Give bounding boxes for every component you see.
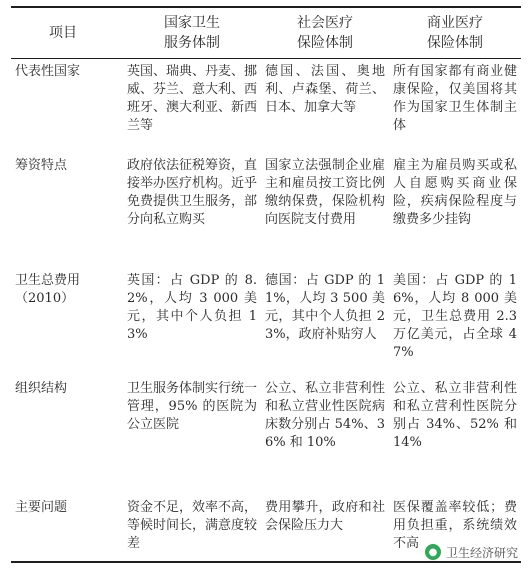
cell-national-financing: 政府依法征税筹资，直接举办医疗机构。近乎免费提供卫生服务，部分向私立购买 (127, 158, 258, 227)
header-item: 项目 (11, 7, 123, 59)
table-row (11, 268, 521, 376)
cell-social-problems: 费用攀升，政府和社会保险压力大 (261, 495, 389, 562)
cell-social-financing: 国家立法强制企业雇主和雇员按工资比例缴纳保费，保险机构向医院支付费用 (265, 158, 385, 227)
cell-social-countries: 德国、法国、奥地利、卢森堡、荷兰、日本、加拿大等 (265, 64, 385, 115)
cell-commercial-countries: 所有国家都有商业健康保险，仅美国将其作为国家卫生体制主体 (393, 64, 517, 133)
wechat-logo-icon: ● (424, 543, 442, 561)
header-social-line2: 保险体制 (297, 35, 353, 51)
header-commercial-insurance (389, 7, 521, 59)
row-label-organization: 组织结构 (15, 381, 68, 396)
header-social-line1: 社会医疗 (297, 15, 353, 31)
cell-commercial-financing: 雇主为雇员购买或私人自愿购买商业保险，疾病保险程度与缴费多少挂钩 (393, 158, 517, 227)
header-national-system (123, 7, 261, 59)
cell-commercial-problems: 医保覆盖率较低；费用负担重，系统绩效不高 (389, 495, 521, 562)
cell-national-spending: 英国：占 GDP 的 8.2%，人均 3 000 美元，其中个人负担 13% (127, 273, 257, 342)
table-body (11, 59, 521, 563)
row-label-spending (11, 268, 123, 376)
row-label-countries: 代表性国家 (15, 64, 81, 79)
table-header (11, 7, 521, 59)
header-row (11, 7, 521, 59)
table-row (11, 153, 521, 268)
cell-social-spending: 德国：占 GDP 的 11%，人均 3 500 美元，其中个人负担 23%，政府补贴穷人 (265, 273, 385, 342)
header-commercial-line2: 保险体制 (427, 35, 483, 51)
row-label-spending-line1: 卫生总费用 (15, 273, 81, 288)
cell-national-problems: 资金不足，效率不高，等候时间长，满意度较差 (123, 495, 261, 562)
header-national-line1: 国家卫生 (164, 15, 220, 31)
health-system-comparison-table (11, 6, 521, 563)
header-national-line2: 服务体制 (164, 35, 220, 51)
row-label-financing: 筹资特点 (15, 158, 68, 173)
row-label-problems: 主要问题 (11, 495, 123, 562)
cell-social-organization: 公立、私立非营利性和私立营业性医院病床数分别占 54%、36% 和 10% (265, 381, 385, 450)
watermark (424, 543, 518, 561)
cell-commercial-spending: 美国：占 GDP 的 16%，人均 8 000 美元，卫生总费用 2.3 万亿美元，占全球 47% (393, 273, 517, 360)
header-commercial-line1: 商业医疗 (427, 15, 483, 31)
cell-national-organization: 卫生服务体制实行统一管理，95% 的医院为公立医院 (127, 381, 258, 432)
table-row (11, 376, 521, 495)
cell-commercial-organization: 公立、私立非营利性和私立营利性医院分别占 34%、52% 和 14% (393, 381, 517, 450)
watermark-text: 卫生经济研究 (445, 545, 518, 560)
cell-national-countries: 英国、瑞典、丹麦、挪威、芬兰、意大利、西班牙、澳大利亚、新西兰等 (127, 64, 258, 133)
header-social-insurance (261, 7, 389, 59)
table-row (11, 59, 521, 154)
row-label-spending-line2: （2010） (15, 291, 75, 306)
